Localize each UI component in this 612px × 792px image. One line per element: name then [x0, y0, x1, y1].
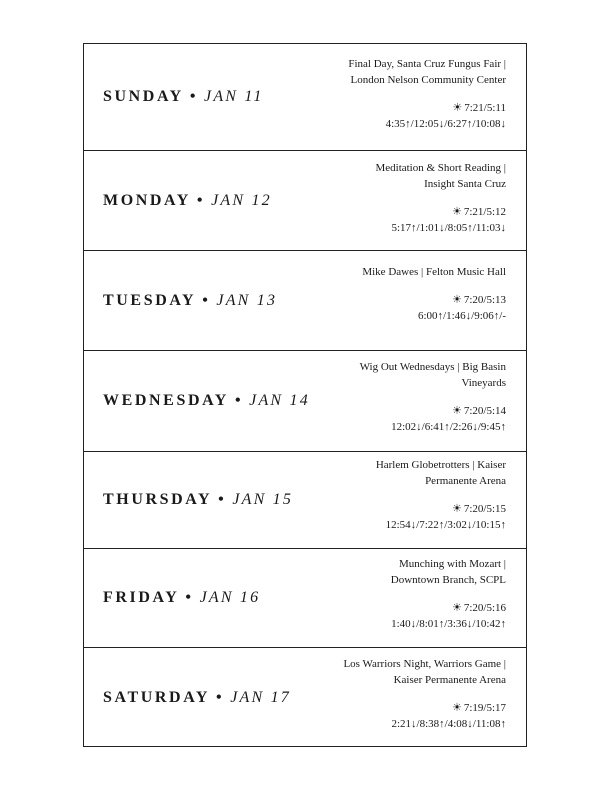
day-name: TUESDAY — [103, 291, 197, 309]
sun-icon: ☀ — [451, 602, 462, 614]
weekly-calendar — [83, 43, 527, 747]
day-row-sunday — [84, 44, 526, 151]
day-name: MONDAY — [103, 191, 191, 209]
sun-times-line — [341, 403, 506, 419]
sun-times: 7:20/5:15 — [463, 503, 506, 515]
day-details — [326, 656, 506, 732]
sun-times: 7:20/5:16 — [463, 602, 506, 614]
day-details — [341, 359, 506, 435]
sun-icon: ☀ — [451, 702, 462, 714]
day-heading — [103, 88, 264, 106]
day-date: JAN 13 — [216, 291, 278, 309]
day-details — [351, 457, 506, 533]
day-date: JAN 16 — [199, 589, 261, 606]
tide-times: 6:00↑/1:46↓/9:06↑/- — [418, 310, 506, 322]
day-heading — [103, 392, 310, 410]
sun-times-line — [351, 501, 506, 517]
day-details — [316, 56, 506, 132]
day-row-saturday — [84, 648, 526, 748]
sun-times-line — [346, 204, 506, 220]
day-details — [306, 264, 506, 324]
day-name: FRIDAY — [103, 589, 180, 606]
day-row-tuesday — [84, 251, 526, 351]
day-heading — [103, 689, 291, 707]
day-details — [366, 556, 506, 632]
event-text: Final Day, Santa Cruz Fungus Fair | London Nelson Community Center — [348, 58, 506, 86]
day-row-monday — [84, 151, 526, 251]
day-date: JAN 12 — [211, 191, 272, 209]
sun-icon: ☀ — [451, 405, 462, 417]
tide-times: 5:17↑/1:01↓/8:05↑/11:03↓ — [391, 222, 506, 234]
sun-times: 7:21/5:11 — [464, 102, 506, 114]
day-name: SUNDAY — [103, 88, 184, 105]
day-details — [346, 160, 506, 236]
tide-times: 1:40↓/8:01↑/3:36↓/10:42↑ — [391, 618, 506, 630]
day-separator: • — [185, 589, 194, 606]
event-text: Los Warriors Night, Warriors Game | Kaiser Permanente Arena — [343, 658, 506, 686]
day-separator: • — [234, 392, 244, 409]
sun-times-line — [366, 600, 506, 616]
day-heading — [103, 192, 272, 210]
day-heading — [103, 292, 277, 310]
sun-times-line — [326, 700, 506, 716]
sun-icon: ☀ — [451, 294, 462, 306]
tide-times: 12:02↓/6:41↑/2:26↓/9:45↑ — [391, 421, 506, 433]
tide-times: 2:21↓/8:38↑/4:08↓/11:08↑ — [391, 718, 506, 730]
day-heading — [103, 491, 293, 509]
day-name: SATURDAY — [103, 689, 211, 706]
tide-times: 12:54↓/7:22↑/3:02↓/10:15↑ — [385, 519, 506, 531]
day-separator: • — [218, 491, 227, 508]
day-date: JAN 15 — [232, 491, 294, 508]
event-text: Meditation & Short Reading | Insight Santa Cruz — [375, 162, 506, 190]
event-text: Wig Out Wednesdays | Big Basin Vineyards — [359, 361, 506, 389]
day-separator: • — [216, 689, 225, 706]
day-heading — [103, 589, 260, 607]
event-text: Munching with Mozart | Downtown Branch, SCPL — [390, 558, 506, 586]
sun-times-line — [316, 100, 506, 116]
sun-icon: ☀ — [452, 102, 463, 114]
event-text: Mike Dawes | Felton Music Hall — [362, 266, 506, 278]
day-name: WEDNESDAY — [103, 392, 229, 409]
sun-times: 7:20/5:14 — [463, 405, 506, 417]
sun-times-line — [306, 292, 506, 308]
day-date: JAN 14 — [249, 392, 310, 409]
sun-icon: ☀ — [451, 503, 462, 515]
day-date: JAN 17 — [230, 689, 291, 706]
day-separator: • — [189, 88, 199, 105]
sun-times: 7:20/5:13 — [463, 294, 506, 306]
day-date: JAN 11 — [204, 88, 264, 105]
day-row-thursday — [84, 452, 526, 549]
day-row-friday — [84, 549, 526, 648]
tide-times: 4:35↑/12:05↓/6:27↑/10:08↓ — [385, 118, 506, 130]
day-separator: • — [202, 291, 211, 309]
sun-times: 7:19/5:17 — [463, 702, 506, 714]
sun-icon: ☀ — [451, 206, 462, 218]
day-name: THURSDAY — [103, 491, 213, 508]
day-separator: • — [196, 191, 206, 209]
day-row-wednesday — [84, 351, 526, 452]
sun-times: 7:21/5:12 — [463, 206, 506, 218]
event-text: Harlem Globetrotters | Kaiser Permanente Arena — [375, 459, 506, 487]
